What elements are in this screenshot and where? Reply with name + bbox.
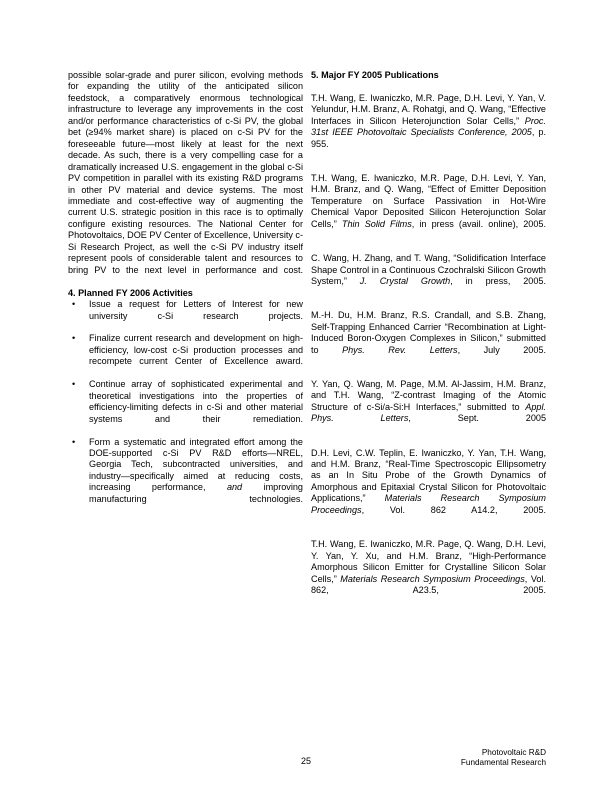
citation-part2: , in press (avail. online), 2005. bbox=[411, 218, 546, 229]
citation bbox=[311, 93, 546, 162]
citation-part2: , in press, 2005. bbox=[450, 275, 546, 286]
bullet-icon: • bbox=[72, 299, 76, 310]
citation bbox=[311, 539, 546, 608]
footer-line-2: Fundamental Research bbox=[460, 758, 546, 768]
citation-source: J. Crystal Growth bbox=[359, 275, 451, 286]
bullet-icon: • bbox=[72, 333, 76, 344]
citation bbox=[311, 253, 546, 299]
planned-activities-list bbox=[68, 299, 303, 517]
bullet-icon: • bbox=[72, 436, 76, 447]
list-item bbox=[68, 379, 303, 436]
footer-caption bbox=[461, 748, 546, 768]
list-item bbox=[68, 333, 303, 379]
citation-part1: T.H. Wang, E. Iwaniczko, M.R. Page, D.H. Levi, Y. Yan, V. Yelundur, H.M. Branz, A. Rohatgi, and Q. Wang, “Effective Interfaces in Silicon Heterojunction Solar Cells,” bbox=[311, 92, 546, 126]
citation-part2: , Vol. 862 A14.2, 2005. bbox=[361, 504, 546, 515]
citation-source: Thin Solid Films bbox=[341, 218, 412, 229]
citation-part2: , Vol. 862, A23.5, 2005. bbox=[311, 573, 546, 595]
list-item bbox=[68, 437, 303, 517]
citation-source: Materials Research Symposium Proceedings bbox=[340, 573, 525, 584]
footer-line-1: Photovoltaic R&D bbox=[481, 748, 546, 757]
right-column bbox=[311, 70, 546, 608]
citation bbox=[311, 173, 546, 242]
citation-part1: D.H. Levi, C.W. Teplin, E. Iwaniczko, Y. Yan, T.H. Wang, and H.M. Branz, “Real-Time Spectroscopic Ellipsometry as an In Situ Probe of the Growth Dynamics of Amorphous and Epitaxial Crystal Silicon for Photovoltaic Applications,” bbox=[311, 447, 546, 504]
citation-source: Materials Research Symposium Proceedings bbox=[311, 493, 546, 515]
list-item-text: Continue array of sophisticated experimental and theoretical investigations into the properties of efficiency-limiting defects in c-Si and other material systems and their remediation. bbox=[89, 379, 303, 424]
list-item-emphasis: and bbox=[226, 482, 243, 493]
left-column bbox=[68, 70, 303, 517]
citation-part2: , p. 955. bbox=[311, 127, 547, 149]
list-item bbox=[68, 299, 303, 333]
list-item-text bbox=[89, 437, 303, 504]
continued-paragraph: possible solar-grade and purer silicon, evolving methods for expanding the utility of the anticipated silicon feedstock, a comparatively enormous technological infrastructure to leverage any improvements in the cost and/or performance characteristics of c-Si PV, the global bet (≥94% market share) is placed on c-Si PV for the foreseeable future—most likely at least for the next decade. As such, there is a very compelling case for a dramatically increased U.S. engagement in the global c-Si PV competition in parallel with its existing R&D programs in other PV material and device systems. The most immediate and cost-effective way of augmenting the current U.S. strategic position in this race is to optimally configure existing resources. The National Center for Photovoltaics, DOE PV Center of Excellence, University c-Si Research Project, as well the c-Si PV industry itself represent pools of considerable talent and resources to bring PV to the next level in performance and cost. bbox=[68, 70, 304, 275]
section-heading-planned-activities: 4. Planned FY 2006 Activities bbox=[68, 287, 193, 298]
citation-source: Proc. 31st IEEE Photovoltaic Specialists Conference, 2005 bbox=[311, 115, 546, 138]
citation-part1: T.H. Wang, E. Iwaniczko, M.R. Page, Q. Wang, D.H. Levi, Y. Yan, Y. Xu, and H.M. Branz, “High-Performance Amorphous Silicon Emitter for Crystalline Silicon Solar Cells,” bbox=[311, 539, 546, 584]
section-heading-publications: 5. Major FY 2005 Publications bbox=[311, 70, 439, 80]
citation-source: Phys. Rev. Letters bbox=[342, 344, 458, 355]
list-item-text-part1: Form a systematic and integrated effort among the DOE-supported c-Si PV R&D efforts—NREL, Georgia Tech, subcontracted universities, and industry—specifically aimed at reducing costs, increasing performance, bbox=[89, 436, 303, 493]
page-footer bbox=[0, 748, 612, 778]
citation-part1: M.-H. Du, H.M. Branz, R.S. Crandall, and S.B. Zhang, Self-Trapping Enhanced Carrier “Recombination at Light-Induced Boron-Oxygen Complexes in Silicon,” submitted to bbox=[311, 310, 546, 355]
citation-part1: C. Wang, H. Zhang, and T. Wang, “Solidification Interface Shape Control in a Continuous Czochralski Silicon Growth System,” bbox=[311, 253, 546, 286]
citation-source: Appl. Phys. Letters bbox=[311, 401, 546, 424]
citation-part1: Y. Yan, Q. Wang, M. Page, M.M. Al-Jassim, H.M. Branz, and T.H. Wang, “Z-contrast Imaging of the Atomic Structure of c-Si/a-Si:H Interfaces,” submitted to bbox=[311, 378, 546, 412]
citation bbox=[311, 448, 546, 528]
citation-part2: , Sept. 2005 bbox=[408, 413, 547, 424]
citation-part2: , July 2005. bbox=[457, 344, 546, 355]
citation bbox=[311, 379, 546, 436]
page-number: 25 bbox=[300, 756, 311, 766]
citation bbox=[311, 310, 546, 367]
publications-list bbox=[311, 93, 546, 608]
bullet-icon: • bbox=[72, 379, 76, 390]
list-item-text-part2: improving manufacturing technologies. bbox=[89, 482, 303, 504]
citation-part1: T.H. Wang, E. Iwaniczko, M.R. Page, D.H. Levi, Y. Yan, H.M. Branz, and Q. Wang, “Effect of Emitter Deposition Temperature on Surface Passivation in Hot-Wire Chemical Vapor Deposited Silicon Heterojunction Solar Cells,” bbox=[311, 172, 546, 229]
list-item-text: Finalize current research and development on high-efficiency, low-cost c-Si production processes and recompete current Center of Excellence award. bbox=[89, 333, 303, 367]
list-item-text: Issue a request for Letters of Interest for new university c-Si research projects. bbox=[89, 299, 303, 321]
